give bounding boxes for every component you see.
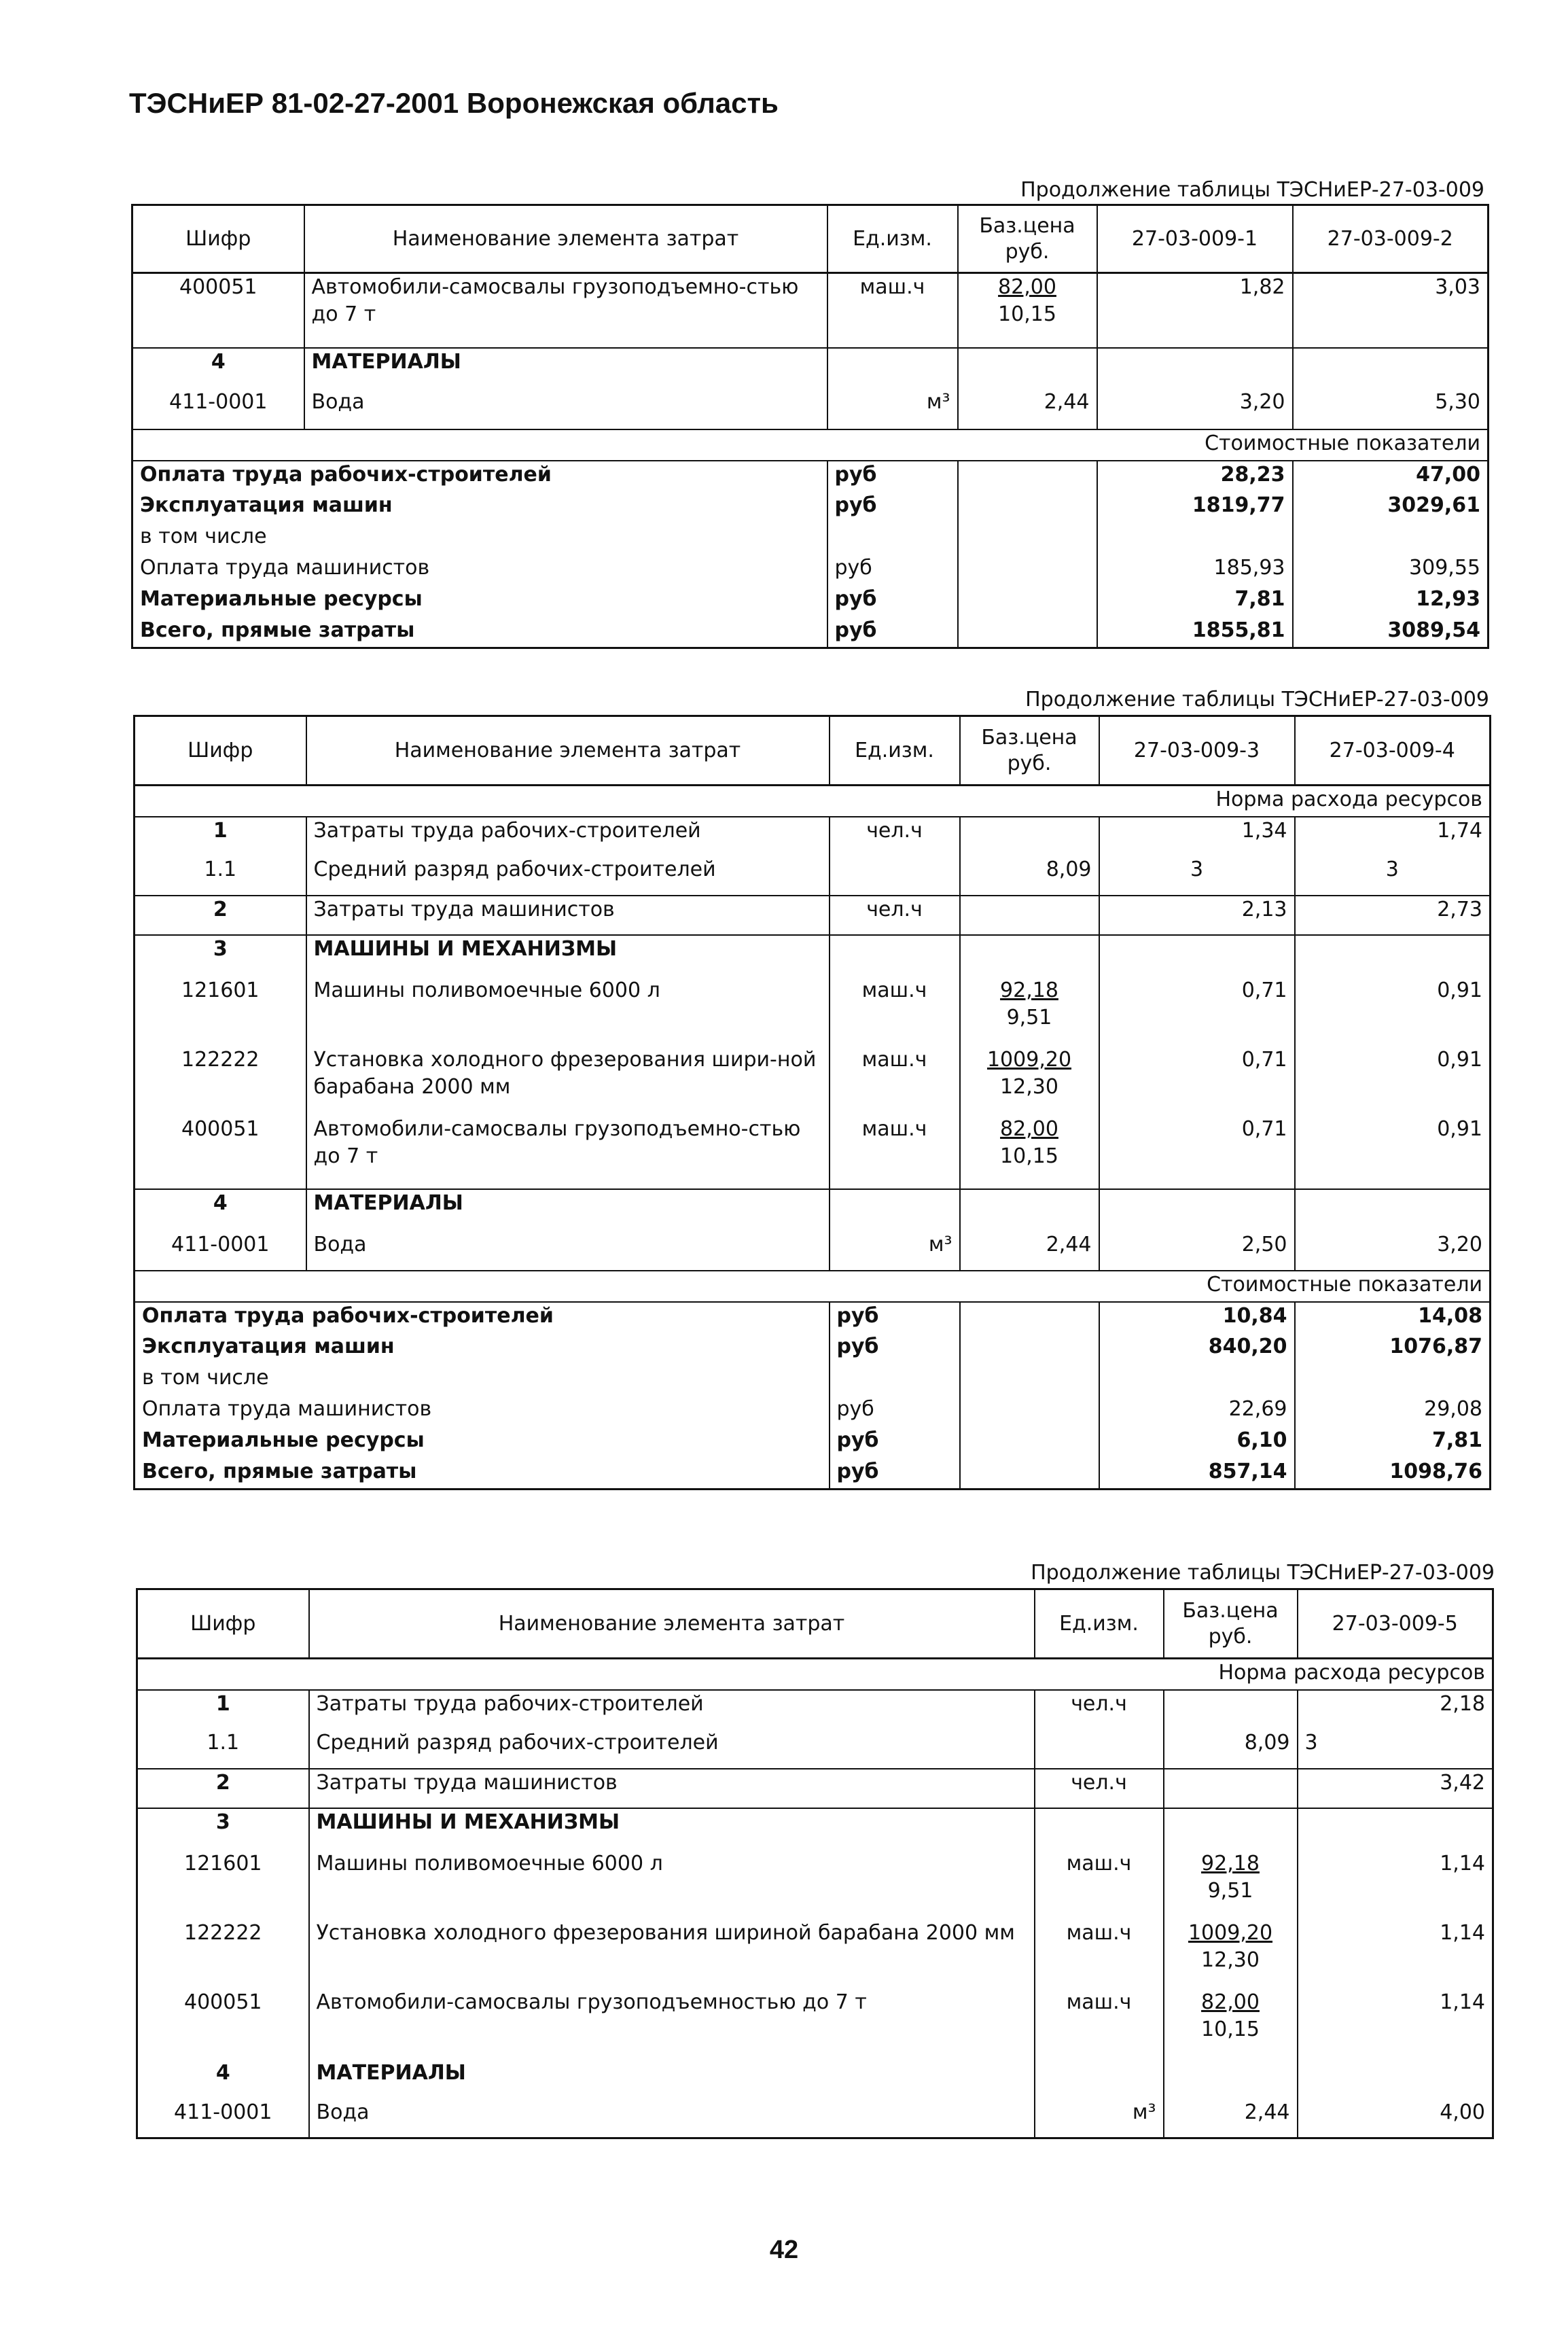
cost-unit: руб <box>827 586 958 617</box>
cost-value-2: 309,55 <box>1293 554 1489 586</box>
row-price: 82,00 <box>1201 1990 1260 2014</box>
cost-unit: руб <box>830 1302 960 1333</box>
cost-value-1: 1819,77 <box>1097 492 1293 523</box>
row-unit: маш.ч <box>1035 1850 1164 1920</box>
cost-value-2: 14,08 <box>1295 1302 1491 1333</box>
row-price: 8,09 <box>1164 1729 1298 1769</box>
col-header-variant-4: 27-03-009-4 <box>1295 716 1491 786</box>
row-value-1: 2,13 <box>1099 896 1295 935</box>
row-name: Затраты труда машинистов <box>309 1769 1035 1808</box>
section-name: МАШИНЫ И МЕХАНИЗМЫ <box>309 1808 1035 1850</box>
row-code: 2 <box>135 896 306 935</box>
table-row-section <box>132 348 1489 389</box>
row-value-1: 3 <box>1298 1729 1493 1769</box>
table-row <box>137 1920 1493 1989</box>
col-header-name: Наименование элемента затрат <box>304 205 827 273</box>
col-header-name: Наименование элемента затрат <box>306 716 830 786</box>
table-row <box>132 273 1489 348</box>
row-value-1: 1,14 <box>1298 1920 1493 1989</box>
row-value-1: 1,82 <box>1097 273 1293 348</box>
row-value-2: 3 <box>1295 856 1491 896</box>
row-code: 400051 <box>179 275 257 299</box>
row-price-machinist: 12,30 <box>1000 1074 1058 1099</box>
table-row <box>137 1850 1493 1920</box>
table-row <box>137 1729 1493 1769</box>
table-row <box>137 1690 1493 1729</box>
row-name: Автомобили-самосвалы грузоподъемно-стью до 7 т <box>304 273 827 348</box>
row-value-2: 3,20 <box>1295 1231 1491 1271</box>
table-2-continuation-caption: Продолжение таблицы ТЭСНиЕР-27-03-009 <box>1025 688 1489 711</box>
col-header-price: Баз.цена руб. <box>960 716 1099 786</box>
row-name: Затраты труда рабочих-строителей <box>309 1690 1035 1729</box>
row-code: 411-0001 <box>174 2100 272 2124</box>
row-value-1: 0,71 <box>1099 1116 1295 1189</box>
page-title: ТЭСНиЕР 81-02-27-2001 Воронежская область <box>129 87 779 119</box>
row-price-machinist: 10,15 <box>1201 2017 1260 2041</box>
row-unit: маш.ч <box>830 977 960 1046</box>
row-unit: чел.ч <box>1035 1690 1164 1729</box>
cost-row <box>132 461 1489 492</box>
row-unit: маш.ч <box>1035 1989 1164 2060</box>
cost-value-1: 840,20 <box>1099 1333 1295 1364</box>
cost-unit: руб <box>830 1458 960 1490</box>
row-value-1: 0,71 <box>1099 977 1295 1046</box>
table-row <box>137 2099 1493 2138</box>
resource-norm-label: Норма расхода ресурсов <box>137 1659 1493 1690</box>
cost-name: Эксплуатация машин <box>142 1334 395 1358</box>
cost-unit: руб <box>827 461 958 492</box>
cost-value-1: 10,84 <box>1099 1302 1295 1333</box>
row-value-1: 3 <box>1099 856 1295 896</box>
cost-value-2: 29,08 <box>1295 1396 1491 1427</box>
cost-row <box>135 1364 1491 1396</box>
cost-value-2: 47,00 <box>1293 461 1489 492</box>
row-price-machinist: 12,30 <box>1201 1948 1260 1972</box>
row-name: Средний разряд рабочих-строителей <box>306 856 830 896</box>
cost-indicators-label: Стоимостные показатели <box>135 1271 1491 1302</box>
cost-value-1: 7,81 <box>1097 586 1293 617</box>
row-value-2: 2,73 <box>1295 896 1491 935</box>
col-header-code: Шифр <box>132 205 304 273</box>
row-name: Вода <box>306 1231 830 1271</box>
cost-row <box>132 586 1489 617</box>
col-header-price: Баз.цена руб. <box>1164 1589 1298 1659</box>
cost-name: Всего, прямые затраты <box>142 1459 417 1483</box>
cost-value-2: 1098,76 <box>1295 1458 1491 1490</box>
row-price: 8,09 <box>960 856 1099 896</box>
cost-value-2: 1076,87 <box>1295 1333 1491 1364</box>
row-name: Автомобили-самосвалы грузоподъемно-стью до 7 т <box>306 1116 830 1189</box>
cost-value-1: 22,69 <box>1099 1396 1295 1427</box>
row-price-machinist: 9,51 <box>1207 1878 1253 1903</box>
row-price-machinist: 10,15 <box>998 302 1056 326</box>
row-value-1: 1,34 <box>1099 817 1295 856</box>
cost-value-1: 1855,81 <box>1097 617 1293 648</box>
section-name: МАТЕРИАЛЫ <box>309 2060 1035 2099</box>
row-unit: м³ <box>1035 2099 1164 2138</box>
row-value-1: 3,42 <box>1298 1769 1493 1808</box>
cost-row <box>132 523 1489 554</box>
cost-row <box>135 1427 1491 1458</box>
section-name: МАТЕРИАЛЫ <box>304 348 827 389</box>
row-unit: чел.ч <box>830 896 960 935</box>
row-value-1: 3,20 <box>1097 389 1293 429</box>
table-row <box>135 1231 1491 1271</box>
cost-name: Материальные ресурсы <box>142 1428 425 1452</box>
table-row-section <box>137 1808 1493 1850</box>
col-header-variant-5: 27-03-009-5 <box>1298 1589 1493 1659</box>
row-price-machinist: 10,15 <box>1000 1144 1058 1168</box>
table-2 <box>133 715 1491 1490</box>
cost-unit: руб <box>830 1427 960 1458</box>
resource-norm-label: Норма расхода ресурсов <box>135 786 1491 817</box>
row-code: 121601 <box>181 978 260 1002</box>
table-1-continuation-caption: Продолжение таблицы ТЭСНиЕР-27-03-009 <box>1020 178 1484 202</box>
row-value-2: 0,91 <box>1295 977 1491 1046</box>
col-header-name: Наименование элемента затрат <box>309 1589 1035 1659</box>
section-code: 4 <box>215 2060 230 2085</box>
col-header-unit: Ед.изм. <box>830 716 960 786</box>
cost-value-1: 857,14 <box>1099 1458 1295 1490</box>
row-unit: чел.ч <box>1035 1769 1164 1808</box>
row-name: Затраты труда машинистов <box>306 896 830 935</box>
section-name: МАШИНЫ И МЕХАНИЗМЫ <box>306 935 830 977</box>
cost-name: Оплата труда рабочих-строителей <box>142 1303 554 1328</box>
cost-value-1: 6,10 <box>1099 1427 1295 1458</box>
row-name: Средний разряд рабочих-строителей <box>309 1729 1035 1769</box>
table-row-section <box>137 2060 1493 2099</box>
row-price <box>960 817 1099 856</box>
cost-name: в том числе <box>142 1365 269 1390</box>
table-row <box>135 856 1491 896</box>
page-number: 42 <box>769 2236 799 2264</box>
cost-unit: руб <box>827 554 958 586</box>
col-header-variant-2: 27-03-009-2 <box>1293 205 1489 273</box>
cost-name: в том числе <box>140 524 267 548</box>
table-row <box>135 977 1491 1046</box>
row-price: 2,44 <box>958 389 1097 429</box>
table-row <box>135 817 1491 856</box>
row-unit: чел.ч <box>830 817 960 856</box>
cost-value-2: 3089,54 <box>1293 617 1489 648</box>
row-name: Затраты труда рабочих-строителей <box>306 817 830 856</box>
col-header-price: Баз.цена руб. <box>958 205 1097 273</box>
table-row <box>135 1116 1491 1189</box>
col-header-code: Шифр <box>137 1589 309 1659</box>
row-name: Установка холодного фрезерования шири-ной барабана 2000 мм <box>306 1046 830 1116</box>
col-header-variant-1: 27-03-009-1 <box>1097 205 1293 273</box>
table-row <box>135 896 1491 935</box>
row-price <box>1164 1690 1298 1729</box>
row-code: 1.1 <box>204 857 237 881</box>
table-3-continuation-caption: Продолжение таблицы ТЭСНиЕР-27-03-009 <box>1031 1561 1495 1585</box>
row-code: 2 <box>137 1769 309 1808</box>
row-name: Вода <box>309 2099 1035 2138</box>
row-name: Установка холодного фрезерования шириной барабана 2000 мм <box>309 1920 1035 1989</box>
row-code: 122222 <box>181 1047 260 1072</box>
row-code: 411-0001 <box>135 1231 306 1271</box>
col-header-code: Шифр <box>135 716 306 786</box>
section-code: 4 <box>135 1189 306 1231</box>
cost-unit: руб <box>827 492 958 523</box>
row-unit: м³ <box>827 389 958 429</box>
row-unit: маш.ч <box>1035 1920 1164 1989</box>
row-value-1: 1,14 <box>1298 1989 1493 2060</box>
row-value-1: 0,71 <box>1099 1046 1295 1116</box>
cost-name: Оплата труда рабочих-строителей <box>140 462 552 487</box>
row-code: 121601 <box>183 1851 262 1875</box>
section-code: 3 <box>137 1808 309 1850</box>
table-row <box>135 1046 1491 1116</box>
row-name: Автомобили-самосвалы грузоподъемностью до 7 т <box>309 1989 1035 2060</box>
cost-unit: руб <box>827 617 958 648</box>
row-unit <box>1035 1729 1164 1769</box>
cost-row <box>135 1333 1491 1364</box>
cost-row <box>132 554 1489 586</box>
row-value-2: 0,91 <box>1295 1116 1491 1189</box>
section-code: 3 <box>135 935 306 977</box>
row-price: 2,44 <box>960 1231 1099 1271</box>
row-price: 92,18 <box>1201 1851 1260 1875</box>
table-row <box>132 389 1489 429</box>
row-value-2: 1,74 <box>1295 817 1491 856</box>
cost-value-2: 12,93 <box>1293 586 1489 617</box>
col-header-unit: Ед.изм. <box>827 205 958 273</box>
cost-indicators-label: Стоимостные показатели <box>132 429 1489 461</box>
cost-name: Всего, прямые затраты <box>140 618 415 642</box>
cost-row <box>132 617 1489 648</box>
col-header-unit: Ед.изм. <box>1035 1589 1164 1659</box>
cost-value-2: 3029,61 <box>1293 492 1489 523</box>
row-value-2: 5,30 <box>1293 389 1489 429</box>
row-value-1: 2,18 <box>1298 1690 1493 1729</box>
row-name: Машины поливомоечные 6000 л <box>309 1850 1035 1920</box>
row-unit: маш.ч <box>830 1046 960 1116</box>
row-name: Машины поливомоечные 6000 л <box>306 977 830 1046</box>
row-value-1: 1,14 <box>1298 1850 1493 1920</box>
row-code: 400051 <box>183 1990 262 2014</box>
row-code: 1 <box>215 1691 230 1716</box>
row-unit: м³ <box>830 1231 960 1271</box>
cost-row <box>135 1396 1491 1427</box>
cost-value-1: 185,93 <box>1097 554 1293 586</box>
cost-row <box>132 492 1489 523</box>
row-price: 2,44 <box>1164 2099 1298 2138</box>
table-row <box>137 1769 1493 1808</box>
row-price: 1009,20 <box>1188 1920 1273 1945</box>
row-code: 400051 <box>181 1116 260 1141</box>
table-row-section <box>135 935 1491 977</box>
row-unit <box>830 856 960 896</box>
row-code: 1.1 <box>207 1730 240 1755</box>
col-header-variant-3: 27-03-009-3 <box>1099 716 1295 786</box>
row-code: 411-0001 <box>132 389 304 429</box>
row-code: 1 <box>213 818 228 843</box>
row-value-2: 3,03 <box>1293 273 1489 348</box>
row-price-machinist: 9,51 <box>1006 1005 1052 1029</box>
row-price: 82,00 <box>1000 1116 1058 1141</box>
row-value-1: 4,00 <box>1298 2099 1493 2138</box>
row-value-1: 2,50 <box>1099 1231 1295 1271</box>
row-unit: маш.ч <box>827 273 958 348</box>
cost-name: Оплата труда машинистов <box>140 555 430 580</box>
cost-unit: руб <box>830 1333 960 1364</box>
row-price: 92,18 <box>1000 978 1058 1002</box>
row-price: 1009,20 <box>986 1047 1072 1072</box>
cost-value-1: 28,23 <box>1097 461 1293 492</box>
table-row-section <box>135 1189 1491 1231</box>
row-price: 82,00 <box>998 275 1056 299</box>
row-price <box>960 896 1099 935</box>
row-value-2: 0,91 <box>1295 1046 1491 1116</box>
table-row <box>137 1989 1493 2060</box>
row-code: 122222 <box>183 1920 262 1945</box>
cost-name: Эксплуатация машин <box>140 493 393 517</box>
section-name: МАТЕРИАЛЫ <box>306 1189 830 1231</box>
section-code: 4 <box>132 348 304 389</box>
cost-row <box>135 1302 1491 1333</box>
table-3 <box>136 1588 1494 2139</box>
cost-value-2: 7,81 <box>1295 1427 1491 1458</box>
row-price <box>1164 1769 1298 1808</box>
cost-unit: руб <box>830 1396 960 1427</box>
row-name: Вода <box>304 389 827 429</box>
table-1 <box>131 204 1489 649</box>
cost-name: Оплата труда машинистов <box>142 1396 432 1421</box>
cost-name: Материальные ресурсы <box>140 586 423 611</box>
cost-row <box>135 1458 1491 1490</box>
row-unit: маш.ч <box>830 1116 960 1189</box>
